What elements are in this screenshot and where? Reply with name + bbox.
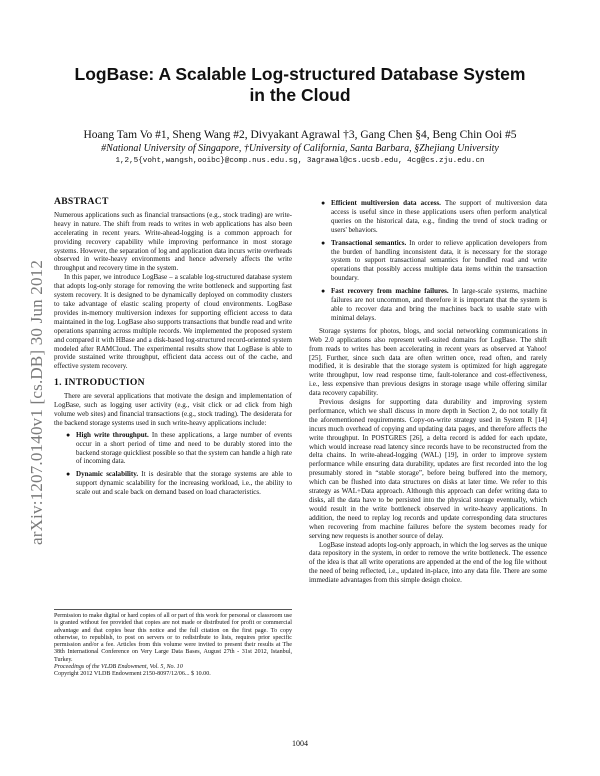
list-item	[66, 470, 292, 497]
author-emails: 1,2,5{voht,wangsh,ooibc}@comp.nus.edu.sg, 3agrawal@cs.ucsb.edu, 4cg@cs.zju.edu.cn	[115, 157, 485, 165]
proceedings-line: Proceedings of the VLDB Endowment, Vol. 5, No. 10	[54, 664, 183, 671]
list-item	[321, 238, 547, 284]
abstract-paragraph-1: Numerous applications such as financial transactions (e.g., stock trading) are write-heavy in nature. The shift from reads to writes in web applications has also been accelerating in recent years. Write-ahead-logging is a common approach for providing recovery capability while improving performance in most storage systems. However, the separation of log and application data incurs write overheads observed in write-heavy environments and hence adversely affects the write throughput and recovery time in the system.	[54, 210, 292, 273]
list-item	[321, 287, 547, 323]
title-line-1: LogBase: A Scalable Log-structured Database System	[74, 64, 526, 84]
bullet-text: In large-scale systems, machine failures are not uncommon, and therefore it is important that the system is able to recover data and bring the machines back to usable state with minimal delays.	[331, 287, 547, 322]
bullet-text: The support of multiversion data access is useful since in these applications users often perform analytical queries on the historical data, e.g., finding the trend of stock trading or users' behaviors.	[331, 199, 547, 234]
permission-footnote	[54, 613, 292, 679]
body-paragraph-2: Previous designs for supporting data durability and improving system performance, which we shall discuss in more depth in Section 2, do not totally fit the aforementioned requirements. Copy-on-write strategy used in System R [14] incurs much overhead of copying and updating data pages, and therefore affects the write throughput. In POSTGRES [26], a delta record is added for each update, which would increase read latency since records have to be reconstructed from the delta chains. In write-ahead-logging (WAL) [19], in order to improve system performance while ensuring data durability, updates are first recorded into the log presumably stored in “stable storage”, before being buffered into the memory, which can be flushed into data structures on disks at later time. We refer to this strategy as WAL+Data approach. Although this approach can defer writing data to disks, all the data have to be persisted into the physical storage eventually, which would result in the write bottleneck observed in write-heavy applications. In addition, the need to replay log records and update corresponding data structures when recovering from machine failures before the system becomes ready for serving new requests is another source of delay.	[309, 398, 547, 540]
left-column	[54, 198, 292, 501]
copyright-line: Copyright 2012 VLDB Endowment 2150-8097/12/06... $ 10.00.	[54, 671, 211, 678]
bullet-title: Transactional semantics.	[331, 238, 407, 247]
intro-bullet-list	[54, 431, 292, 497]
permission-text: Permission to make digital or hard copies of all or part of this work for personal or classroom use is granted without fee provided that copies are not made or distributed for profit or commercial advantage and that copies bear this notice and the full citation on the first page. To copy otherwise, to republish, to post on servers or to redistribute to lists, requires prior specific permission and/or a fee. Articles from this volume were invited to present their results at The 38th International Conference on Very Large Data Bases, August 27th - 31st 2012, Istanbul, Turkey.	[54, 613, 292, 663]
abstract-paragraph-2: In this paper, we introduce LogBase – a scalable log-structured database system that adopts log-only storage for removing the write bottleneck and supporting fast system recovery. It is designed to be dynamically deployed on commodity clusters to take advantage of elastic scaling property of cloud environments. LogBase provides in-memory multiversion indexes for supporting efficient access to data maintained in the log. LogBase also supports transactions that bundle read and write operations spanning across multiple records. We implemented the proposed system and compared it with HBase and a disk-based log-structured record-oriented system modeled after RAMCloud. The experimental results show that LogBase is able to provide sustained write throughput, efficient data access out of the cache, and effective system recovery.	[54, 273, 292, 371]
body-paragraph-1: Storage systems for photos, blogs, and social networking communications in Web 2.0 applications also represent well-suited domains for LogBase. The shift from reads to writes has been accelerating in recent years as observed at Yahoo! [25]. Further, since such data are often written once, read often, and rarely modified, it is desirable that the storage system is optimized for high aggregate write throughput, low read response time, fault-tolerance and cost-effectiveness, i.e., less expensive than previous designs in storage usage while offering similar data recovery capability.	[309, 326, 547, 398]
requirements-bullet-list	[309, 199, 547, 323]
list-item	[321, 199, 547, 235]
body-paragraph-3: LogBase instead adopts log-only approach, in which the log serves as the unique data repository in the system, in order to remove the write bottleneck. The essence of the idea is that all write operations are appended at the end of the log file without the need of being reflected, i.e., updated in-place, into any data file. There are some immediate advantages from this simple design choice.	[309, 540, 547, 585]
bullet-text: In order to relieve application developers from the burden of handling inconsistent data, it is necessary for the storage system to support transactional semantics for bundled read and write operations that possibly access multiple data items within the transaction boundary.	[331, 238, 547, 283]
bullet-title: Fast recovery from machine failures.	[331, 287, 449, 296]
authors: Hoang Tam Vo #1, Sheng Wang #2, Divyakant Agrawal †3, Gang Chen §4, Beng Chin Ooi #5	[83, 129, 517, 141]
bullet-icon: ●	[66, 470, 71, 479]
list-item	[66, 430, 292, 467]
bullet-title: Efficient multiversion data access.	[331, 199, 441, 207]
bullet-title: Dynamic scalability.	[76, 470, 139, 479]
intro-heading: 1. INTRODUCTION	[54, 377, 145, 389]
bullet-text: In these applications, a large number of events occur in a short period of time and need to be durably stored into the backend storage quickliest possible so that the system can handle a high rate of incoming data.	[76, 430, 292, 466]
abstract-heading: ABSTRACT	[54, 196, 109, 207]
page-number: 1004	[292, 739, 308, 748]
footnote-divider	[54, 609, 292, 610]
bullet-icon: ●	[321, 238, 326, 247]
title-line-2: in the Cloud	[249, 85, 351, 105]
affiliations: #National University of Singapore, †University of California, Santa Barbara, §Zhejiang University	[101, 143, 499, 154]
right-column	[309, 199, 547, 585]
bullet-text: It is desirable that the storage systems are able to support dynamic scalability for the increasing workload, i.e., the ability to scale out and scale back on demand based on load characteristics.	[76, 470, 292, 497]
paper-title	[60, 64, 540, 106]
intro-paragraph: There are several applications that motivate the design and implementation of LogBase, such as logging user activity (e.g., visit click or ad click from high volume web sites) and financial transactions (e.g., stock trading). The desiderata for the backend storage systems used in such write-heavy applications include:	[54, 392, 292, 427]
arxiv-stamp: arXiv:1207.0140v1 [cs.DB] 30 Jun 2012	[27, 259, 46, 545]
bullet-icon: ●	[66, 430, 71, 439]
bullet-icon: ●	[321, 199, 326, 207]
bullet-title: High write throughput.	[76, 430, 149, 439]
bullet-icon: ●	[321, 287, 326, 296]
